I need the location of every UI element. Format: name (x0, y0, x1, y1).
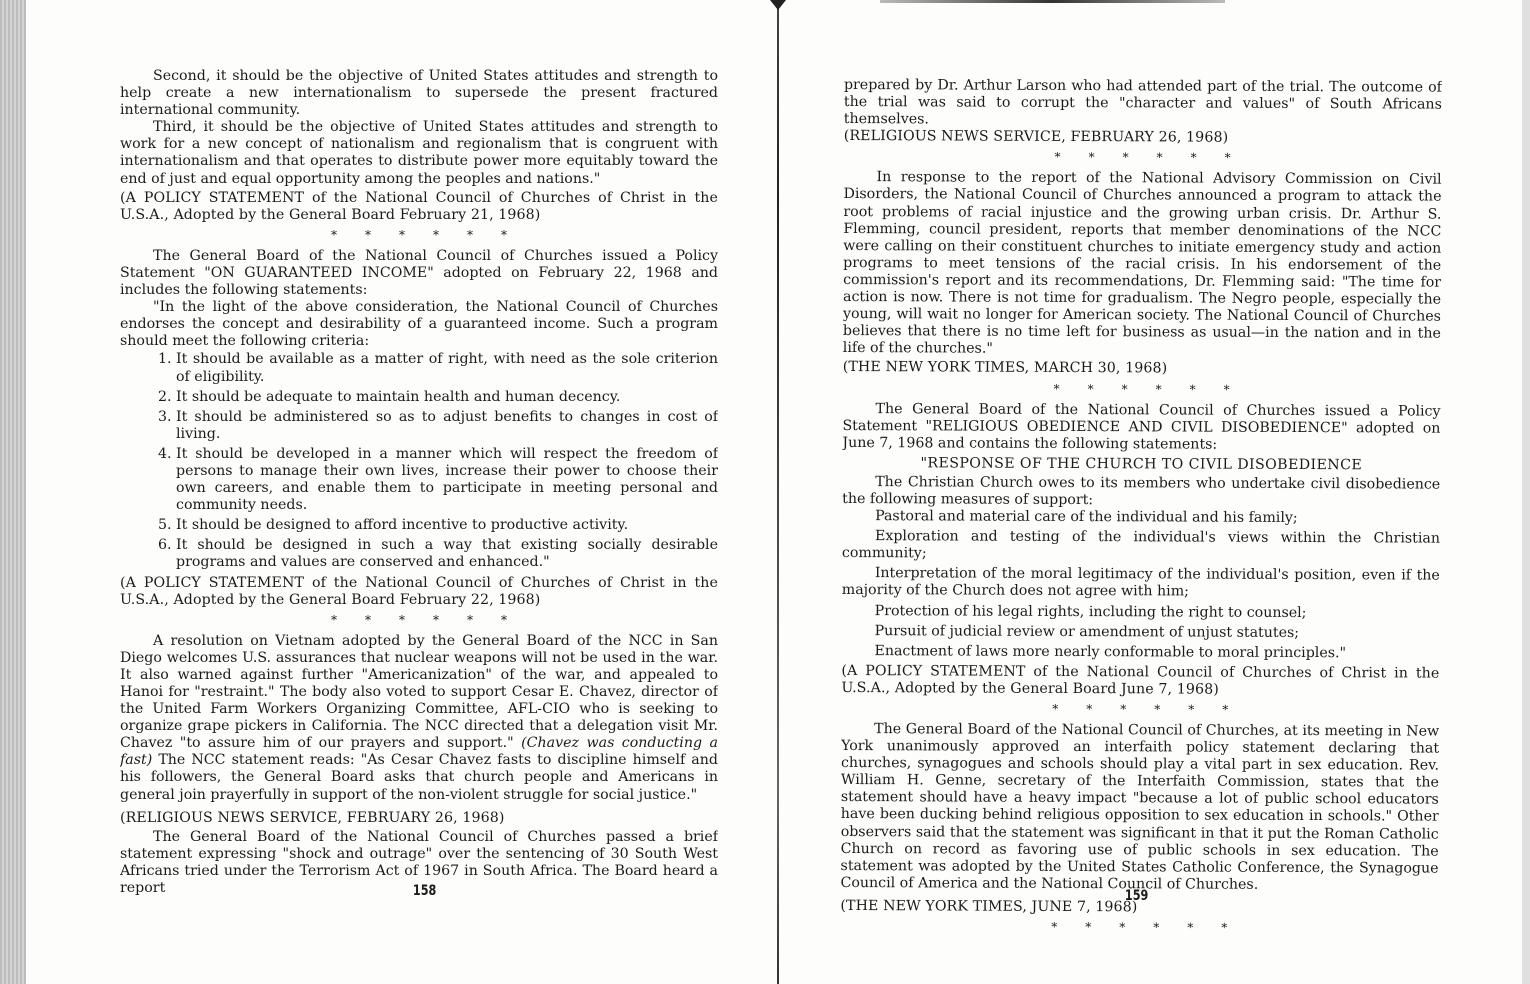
response-heading: "RESPONSE OF THE CHURCH TO CIVIL DISOBEDIENCE (920, 455, 1363, 474)
source-citation: (THE NEW YORK TIMES, MARCH 30, 1968) (842, 359, 1168, 377)
list-item: 4. It should be developed in a manner which will respect the freedom of persons to manage their own lives, increase their power to choose their own careers, and enable them to participate in meeting personal and community needs. (176, 446, 718, 514)
gutter-shadow (770, 0, 786, 10)
source-citation: (A POLICY STATEMENT of the National Council of Churches of Christ in the U.S.A., Adopted by the General Board February 22, 1968) (120, 574, 718, 608)
list-item: 1. It should be available as a matter of right, with need as the sole criterion of eligibility. (176, 351, 718, 385)
left-page (120, 68, 718, 958)
list-item: Interpretation of the moral legitimacy of the individual's position, even if the majority of the Church does not agree with him; (841, 565, 1440, 600)
list-item: Pursuit of judicial review or amendment of unjust statutes; (874, 622, 1300, 641)
page-number: 158 (412, 883, 437, 899)
page-number: 159 (1124, 888, 1149, 904)
section-separator: * * * * * * (331, 227, 507, 242)
source-citation: (A POLICY STATEMENT of the National Council of Churches of Christ in the U.S.A., Adopted by the General Board February 21, 1968) (120, 189, 718, 223)
right-page-edge (1522, 0, 1530, 984)
paragraph-vietnam-resolution (120, 633, 718, 804)
list-item: 6. It should be designed in such a way that existing socially desirable programs and values are conserved and enhanced." (176, 537, 718, 571)
top-edge-shadow (880, 0, 1225, 3)
source-citation: (THE NEW YORK TIMES, JUNE 7, 1968) (840, 897, 1138, 916)
vietnam-text-b: The NCC statement reads: "As Cesar Chavez fasts to discipline himself and his followers, the General Board asks that church people and Americans in general join prayerfully in support of the non-violent struggle for social justice." (120, 752, 718, 803)
section-separator: * * * * * * (331, 612, 507, 627)
section-separator: * * * * * * (1051, 919, 1228, 935)
paragraph-continuation: prepared by Dr. Arthur Larson who had attended part of the trial. The outcome of the trial was said to corrupt the "character and values" of South Africans themselves. (843, 77, 1442, 128)
list-item: 2. It should be adequate to maintain health and human decency. (176, 389, 718, 406)
list-item: Exploration and testing of the individual's views within the Christian community; (841, 528, 1441, 562)
left-binding-edge (0, 0, 26, 984)
vietnam-italic-note: (Chavez was conducting a fast) (120, 735, 718, 769)
list-item: 5. It should be designed to afford incentive to productive activity. (176, 517, 718, 534)
section-separator: * * * * * * (1053, 381, 1230, 397)
paragraph-civil-disorders: In response to the report of the National Advisory Commission on Civil Disorders, the National Council of Churches announced a program to attack the root problems of racial injustice and the growing urban crisis. Dr. Arthur S. Flemming, council president, reports that member denominations of the NCC were calling on their constituent churches to initiate emergency study and action programs to meet tensions of the racial crisis. In his endorsement of the commission's report and its recommendations, Dr. Flemming said: "The time for action is now. There is not time for gradualism. The Negro people, especially the young, will wait no longer for American society. The National Council of Churches believes that there is no time left for business as usual—in the nation and in the life of the churches." (842, 169, 1442, 357)
paragraph-nationalism: Third, it should be the objective of United States attitudes and strength to work for a new concept of nationalism and regionalism that is congruent with internationalism and that operates to distribute power more equitably toward the end of just and equal opportunity among the peoples and nations." (120, 119, 718, 187)
criteria-list (120, 351, 718, 571)
source-citation: (RELIGIOUS NEWS SERVICE, FEBRUARY 26, 1968) (120, 809, 505, 826)
center-gutter (777, 0, 779, 984)
paragraph-guaranteed-income-intro: The General Board of the National Council of Churches issued a Policy Statement "ON GUARANTEED INCOME" adopted on February 22, 1968 and includes the following statements: (120, 247, 718, 299)
section-separator: * * * * * * (1052, 701, 1229, 717)
paragraph-response-lead: The Christian Church owes to its members who undertake civil disobedience the following measures of support: (842, 474, 1441, 509)
list-item: Protection of his legal rights, including the right to counsel; (874, 602, 1307, 621)
paragraph-obedience-intro: The General Board of the National Council of Churches issued a Policy Statement "RELIGIOUS OBEDIENCE AND CIVIL DISOBEDIENCE" adopted on June 7, 1968 and contains the following statements: (842, 400, 1441, 453)
list-item: Pastoral and material care of the individual and his family; (875, 508, 1298, 527)
paragraph-guaranteed-income-quote: "In the light of the above consideration, the National Council of Churches endorses the concept and desirability of a guaranteed income. Such a program should meet the following criteria: (120, 299, 718, 350)
section-separator: * * * * * * (1054, 150, 1231, 166)
vietnam-text-a: A resolution on Vietnam adopted by the General Board of the NCC in San Diego welcomes U.S. assurances that nuclear weapons will not be used in the war. It also warned against further "Americanization" of the war, and appealed to Hanoi for "restraint." The body also voted to support Cesar E. Chavez, director of the United Farm Workers Organizing Committee, AFL-CIO who is seeking to organize grape pickers in California. The NCC directed that a delegation visit Mr. Chavez "to assure him of our prayers and support." (120, 632, 718, 752)
paragraph-sex-education: The General Board of the National Council of Churches, at its meeting in New York unanimously approved an interfaith policy statement declaring that churches, synagogues and schools should play a vital part in sex education. Rev. William H. Genne, secretary of the Interfaith Commission, states that the statement should have a heavy impact "because a lot of public school educators have been ducking behind religious opposition to sex education in schools." Other observers said that the statement was significant in that it put the Roman Catholic Church on record as favoring use of public schools in sex education. The statement was adopted by the United States Catholic Conference, the Synagogue Council of America and the National Council of Churches. (840, 721, 1440, 893)
paragraph-internationalism: Second, it should be the objective of United States attitudes and strength to help create a new internationalism to supersede the present fractured international community. (120, 68, 718, 119)
right-page (840, 77, 1442, 970)
paragraph-south-africa: The General Board of the National Council of Churches passed a brief statement expressing "shock and outrage" over the sentencing of 30 South West Africans tried under the Terrorism Act of 1967 in South Africa. The Board heard a report (120, 828, 718, 897)
list-item: 3. It should be administered so as to adjust benefits to changes in cost of living. (176, 409, 718, 443)
source-citation: (A POLICY STATEMENT of the National Council of Churches of Christ in the U.S.A., Adopted by the General Board June 7, 1968) (841, 662, 1440, 698)
list-item: Enactment of laws more nearly conformable to moral principles." (874, 642, 1347, 661)
source-citation: (RELIGIOUS NEWS SERVICE, FEBRUARY 26, 1968) (843, 128, 1229, 146)
